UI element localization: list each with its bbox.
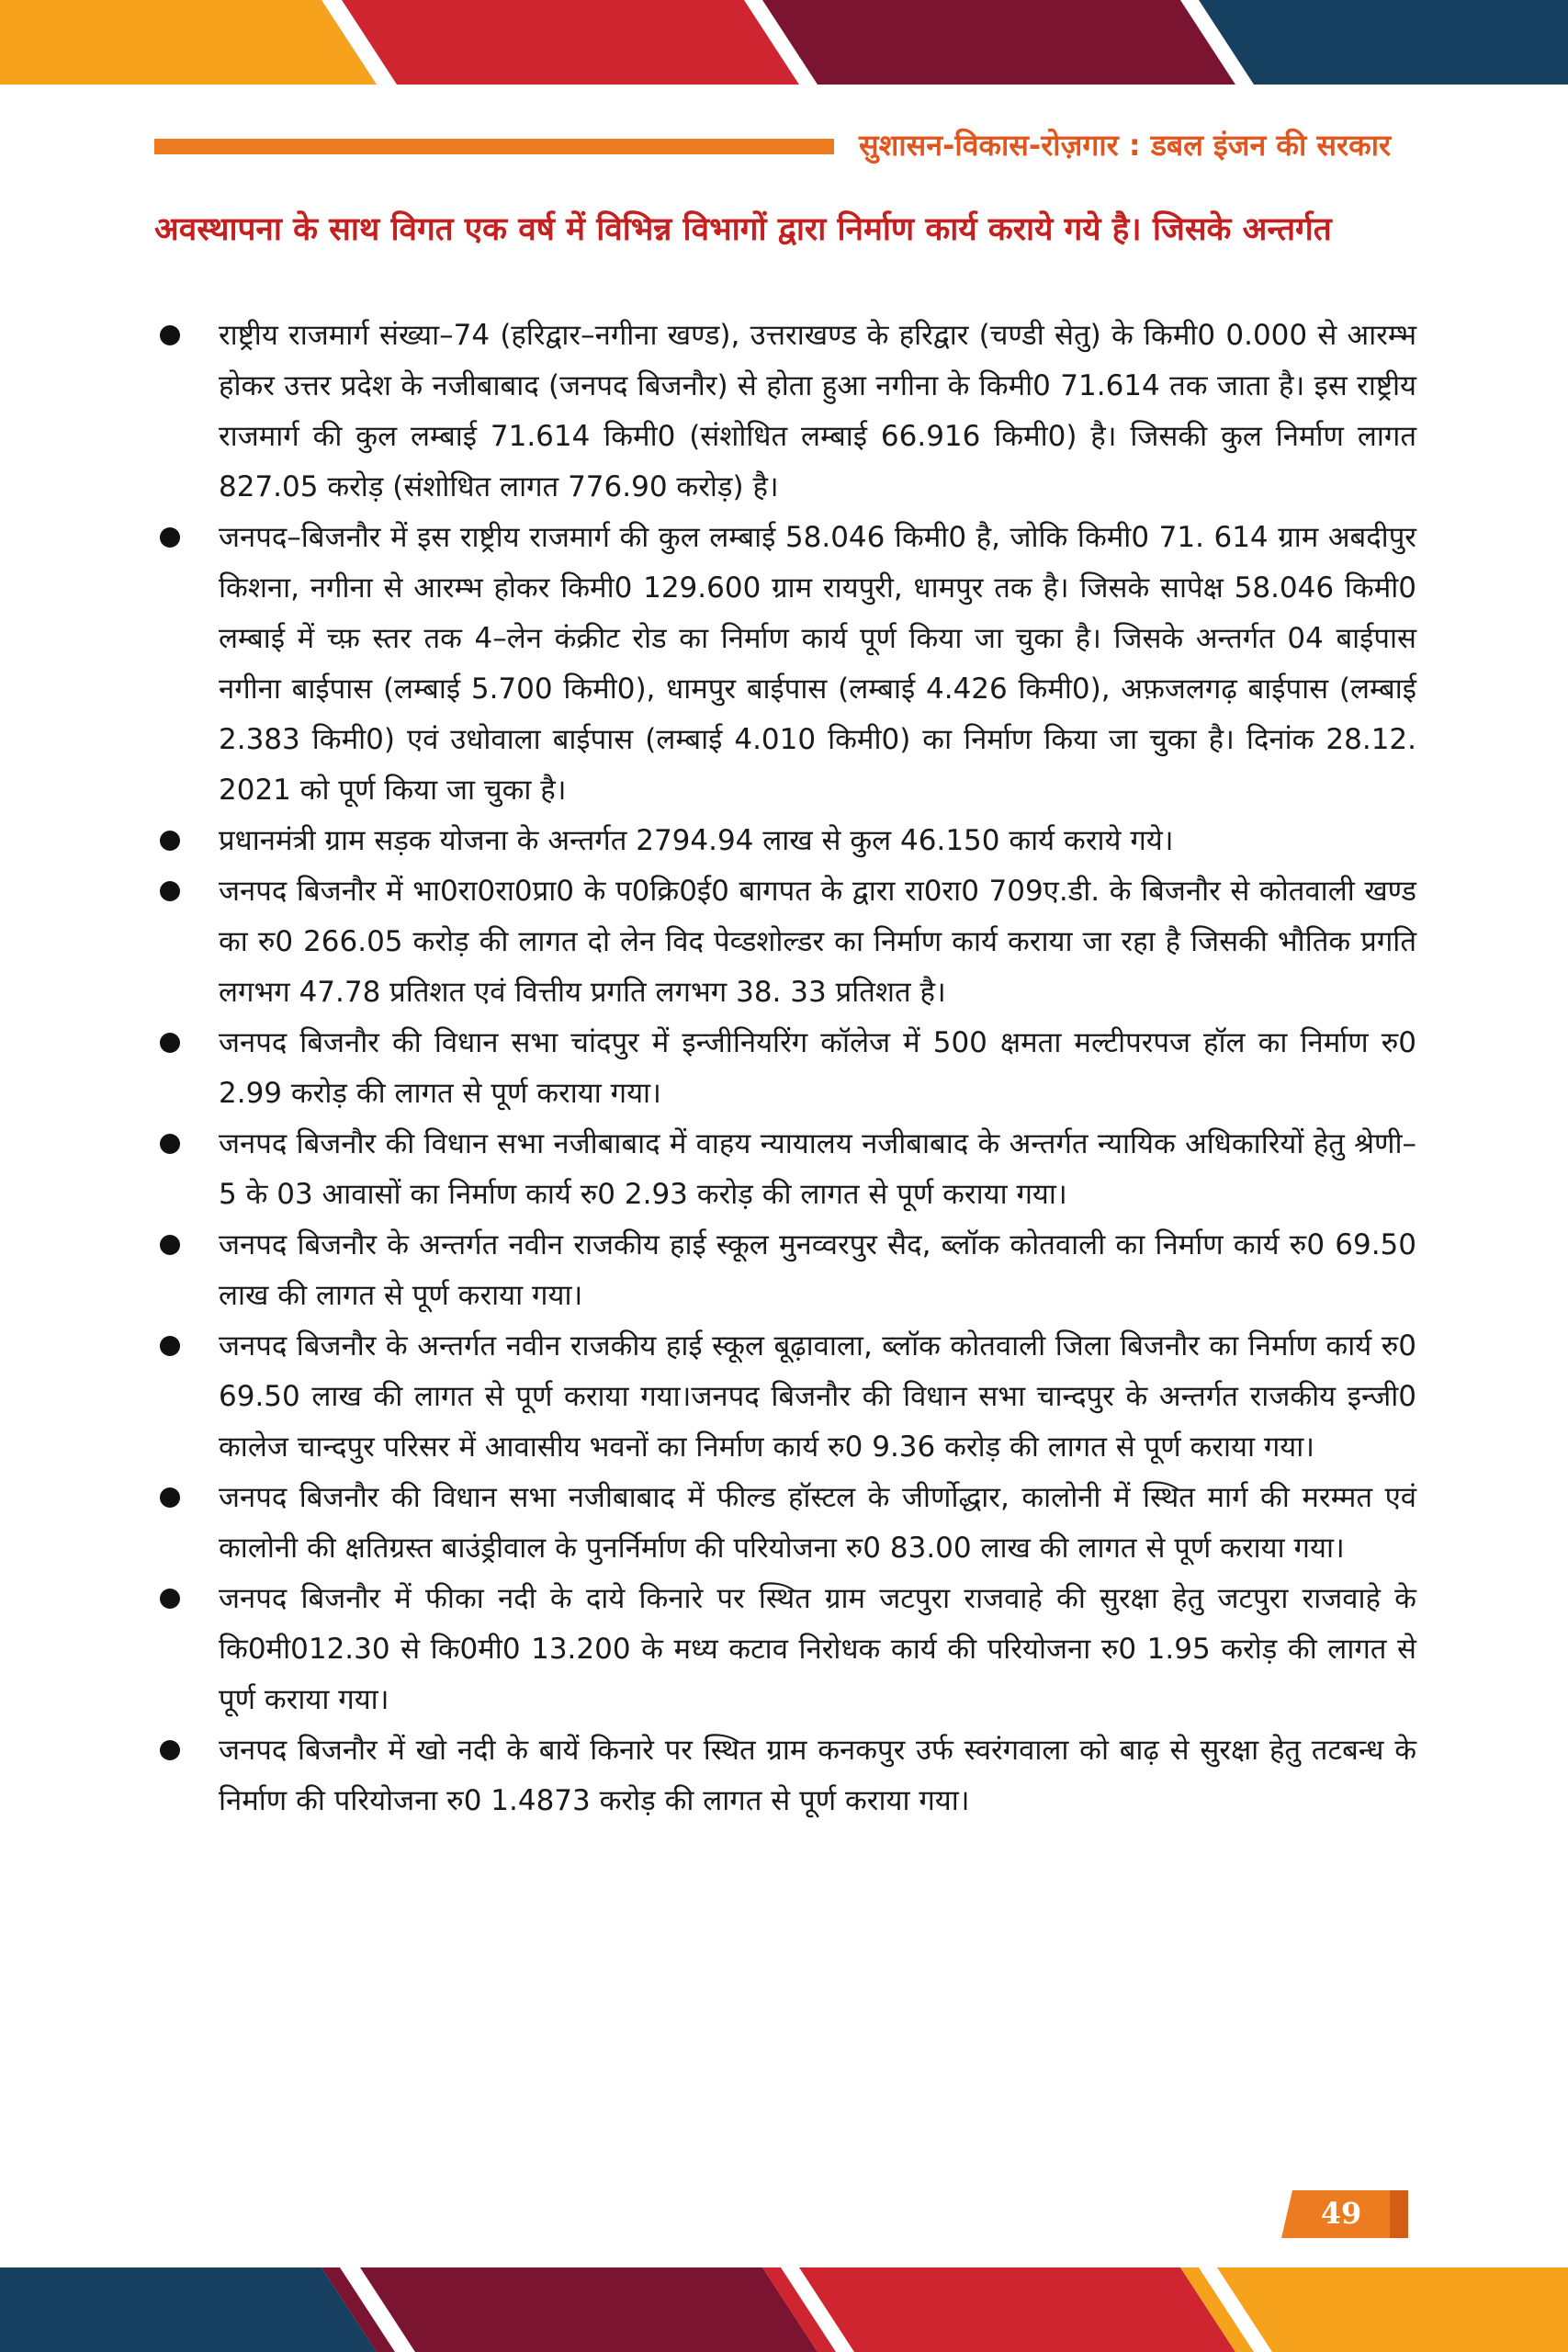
bullet-icon xyxy=(160,1235,180,1255)
bullet-icon xyxy=(160,325,180,345)
page-number: 49 xyxy=(1320,2196,1362,2231)
list-item-text: जनपद बिजनौर में फीका नदी के दाये किनारे पर स्थित ग्राम जटपुरा राजवाहे की सुरक्षा हेतु जटपुरा राजवाहे के कि0मी012.30 से कि0मी0 13.200 के मध्य कटाव निरोधक कार्य की परियोजना रु0 1.95 करोड़ की लागत से पूर्ण कराया गया। xyxy=(219,1582,1416,1716)
bullet-icon xyxy=(160,1487,180,1508)
list-item-text: जनपद बिजनौर की विधान सभा नजीबाबाद में फील्ड हॉस्टल के जीर्णोद्धार, कालोनी में स्थित मार्ग की मरम्मत एवं कालोनी की क्षतिग्रस्त बाउंड्रीवाल के पुनर्निर्माण की परियोजना रु0 83.00 लाख की लागत से पूर्ण कराया गया। xyxy=(219,1481,1416,1565)
bullet-icon xyxy=(160,881,180,901)
list-item xyxy=(154,513,1416,816)
header-title: सुशासन-विकास-रोज़गार : डबल इंजन की सरकार xyxy=(859,128,1392,163)
bottom-decorative-band xyxy=(0,2267,1568,2352)
list-item-text: जनपद बिजनौर में भा0रा0रा0प्रा0 के प0क्रि0ई0 बागपत के द्वारा रा0रा0 709ए.डी. के बिजनौर से कोतवाली खण्ड का रु0 266.05 करोड़ की लागत दो लेन विद पेव्डशोल्डर का निर्माण कार्य कराया जा रहा है जिसकी भौतिक प्रगति लगभग 47.78 प्रतिशत एवं वित्तीय प्रगति लगभग 38. 33 प्रतिशत है। xyxy=(219,875,1416,1009)
list-item xyxy=(154,1220,1416,1321)
list-item xyxy=(154,816,1416,866)
header-rule xyxy=(154,139,834,154)
page-number-badge xyxy=(1281,2190,1408,2238)
section-heading: अवस्थापना के साथ विगत एक वर्ष में विभिन्न विभागों द्वारा निर्माण कार्य कराये गये है। जिसके अन्तर्गत xyxy=(154,210,1332,248)
bullet-list xyxy=(154,311,1416,1826)
top-decorative-band xyxy=(0,0,1568,85)
bullet-icon xyxy=(160,1134,180,1154)
bullet-icon xyxy=(160,1589,180,1609)
list-item-text: जनपद बिजनौर के अन्तर्गत नवीन राजकीय हाई स्कूल बूढ़ावाला, ब्लॉक कोतवाली जिला बिजनौर का निर्माण कार्य रु0 69.50 लाख की लागत से पूर्ण कराया गया।जनपद बिजनौर की विधान सभा चान्दपुर के अन्तर्गत राजकीय इन्जी0 कालेज चान्दपुर परिसर में आवासीय भवनों का निर्माण कार्य रु0 9.36 करोड़ की लागत से पूर्ण कराया गया। xyxy=(219,1329,1416,1464)
list-item-text: जनपद बिजनौर की विधान सभा चांदपुर में इन्जीनियरिंग कॉलेज में 500 क्षमता मल्टीपरपज हॉल का निर्माण रु0 2.99 करोड़ की लागत से पूर्ण कराया गया। xyxy=(219,1026,1416,1110)
bullet-icon xyxy=(160,1740,180,1760)
bullet-icon xyxy=(160,527,180,548)
list-item-text: जनपद बिजनौर के अन्तर्गत नवीन राजकीय हाई स्कूल मुनव्वरपुर सैद, ब्लॉक कोतवाली का निर्माण कार्य रु0 69.50 लाख की लागत से पूर्ण कराया गया। xyxy=(219,1228,1416,1312)
bullet-icon xyxy=(160,831,180,851)
list-item-text: जनपद बिजनौर की विधान सभा नजीबाबाद में वाहय न्यायालय नजीबाबाद के अन्तर्गत न्यायिक अधिकारियों हेतु श्रेणी–5 के 03 आवासों का निर्माण कार्य रु0 2.93 करोड़ की लागत से पूर्ण कराया गया। xyxy=(219,1127,1416,1211)
list-item xyxy=(154,311,1416,513)
list-item-text: जनपद बिजनौर में खो नदी के बायें किनारे पर स्थित ग्राम कनकपुर उर्फ स्वरंगवाला को बाढ़ से सुरक्षा हेतु तटबन्ध के निर्माण की परियोजना रु0 1.4873 करोड़ की लागत से पूर्ण कराया गया। xyxy=(219,1734,1416,1817)
list-item-text: जनपद–बिजनौर में इस राष्ट्रीय राजमार्ग की कुल लम्बाई 58.046 किमी0 है, जोकि किमी0 71. 614 ग्राम अबदीपुर किशना, नगीना से आरम्भ होकर किमी0 129.600 ग्राम रायपुरी, धामपुर तक है। जिसके सापेक्ष 58.046 किमी0 लम्बाई में च्फ़ स्तर तक 4–लेन कंक्रीट रोड का निर्माण कार्य पूर्ण किया जा चुका है। जिसके अन्तर्गत 04 बाईपास नगीना बाईपास (लम्बाई 5.700 किमी0), धामपुर बाईपास (लम्बाई 4.426 किमी0), अफ़जलगढ़ बाईपास (लम्बाई 2.383 किमी0) एवं उधोवाला बाईपास (लम्बाई 4.010 किमी0) का निर्माण किया जा चुका है। दिनांक 28.12. 2021 को पूर्ण किया जा चुका है। xyxy=(219,521,1416,807)
list-item xyxy=(154,1574,1416,1725)
list-item xyxy=(154,866,1416,1018)
list-item xyxy=(154,1473,1416,1574)
list-item xyxy=(154,1725,1416,1826)
list-item xyxy=(154,1321,1416,1473)
bullet-icon xyxy=(160,1336,180,1356)
bullet-icon xyxy=(160,1033,180,1053)
list-item-text: प्रधानमंत्री ग्राम सड़क योजना के अन्तर्गत 2794.94 लाख से कुल 46.150 कार्य कराये गये। xyxy=(219,824,1174,857)
list-item xyxy=(154,1018,1416,1119)
list-item xyxy=(154,1119,1416,1220)
list-item-text: राष्ट्रीय राजमार्ग संख्या–74 (हरिद्वार–नगीना खण्ड), उत्तराखण्ड के हरिद्वार (चण्डी सेतु) के किमी0 0.000 से आरम्भ होकर उत्तर प्रदेश के नजीबाबाद (जनपद बिजनौर) से होता हुआ नगीना के किमी0 71.614 तक जाता है। इस राष्ट्रीय राजमार्ग की कुल लम्बाई 71.614 किमी0 (संशोधित लम्बाई 66.916 किमी0) है। जिसकी कुल निर्माण लागत 827.05 करोड़ (संशोधित लागत 776.90 करोड़) है। xyxy=(219,319,1416,503)
